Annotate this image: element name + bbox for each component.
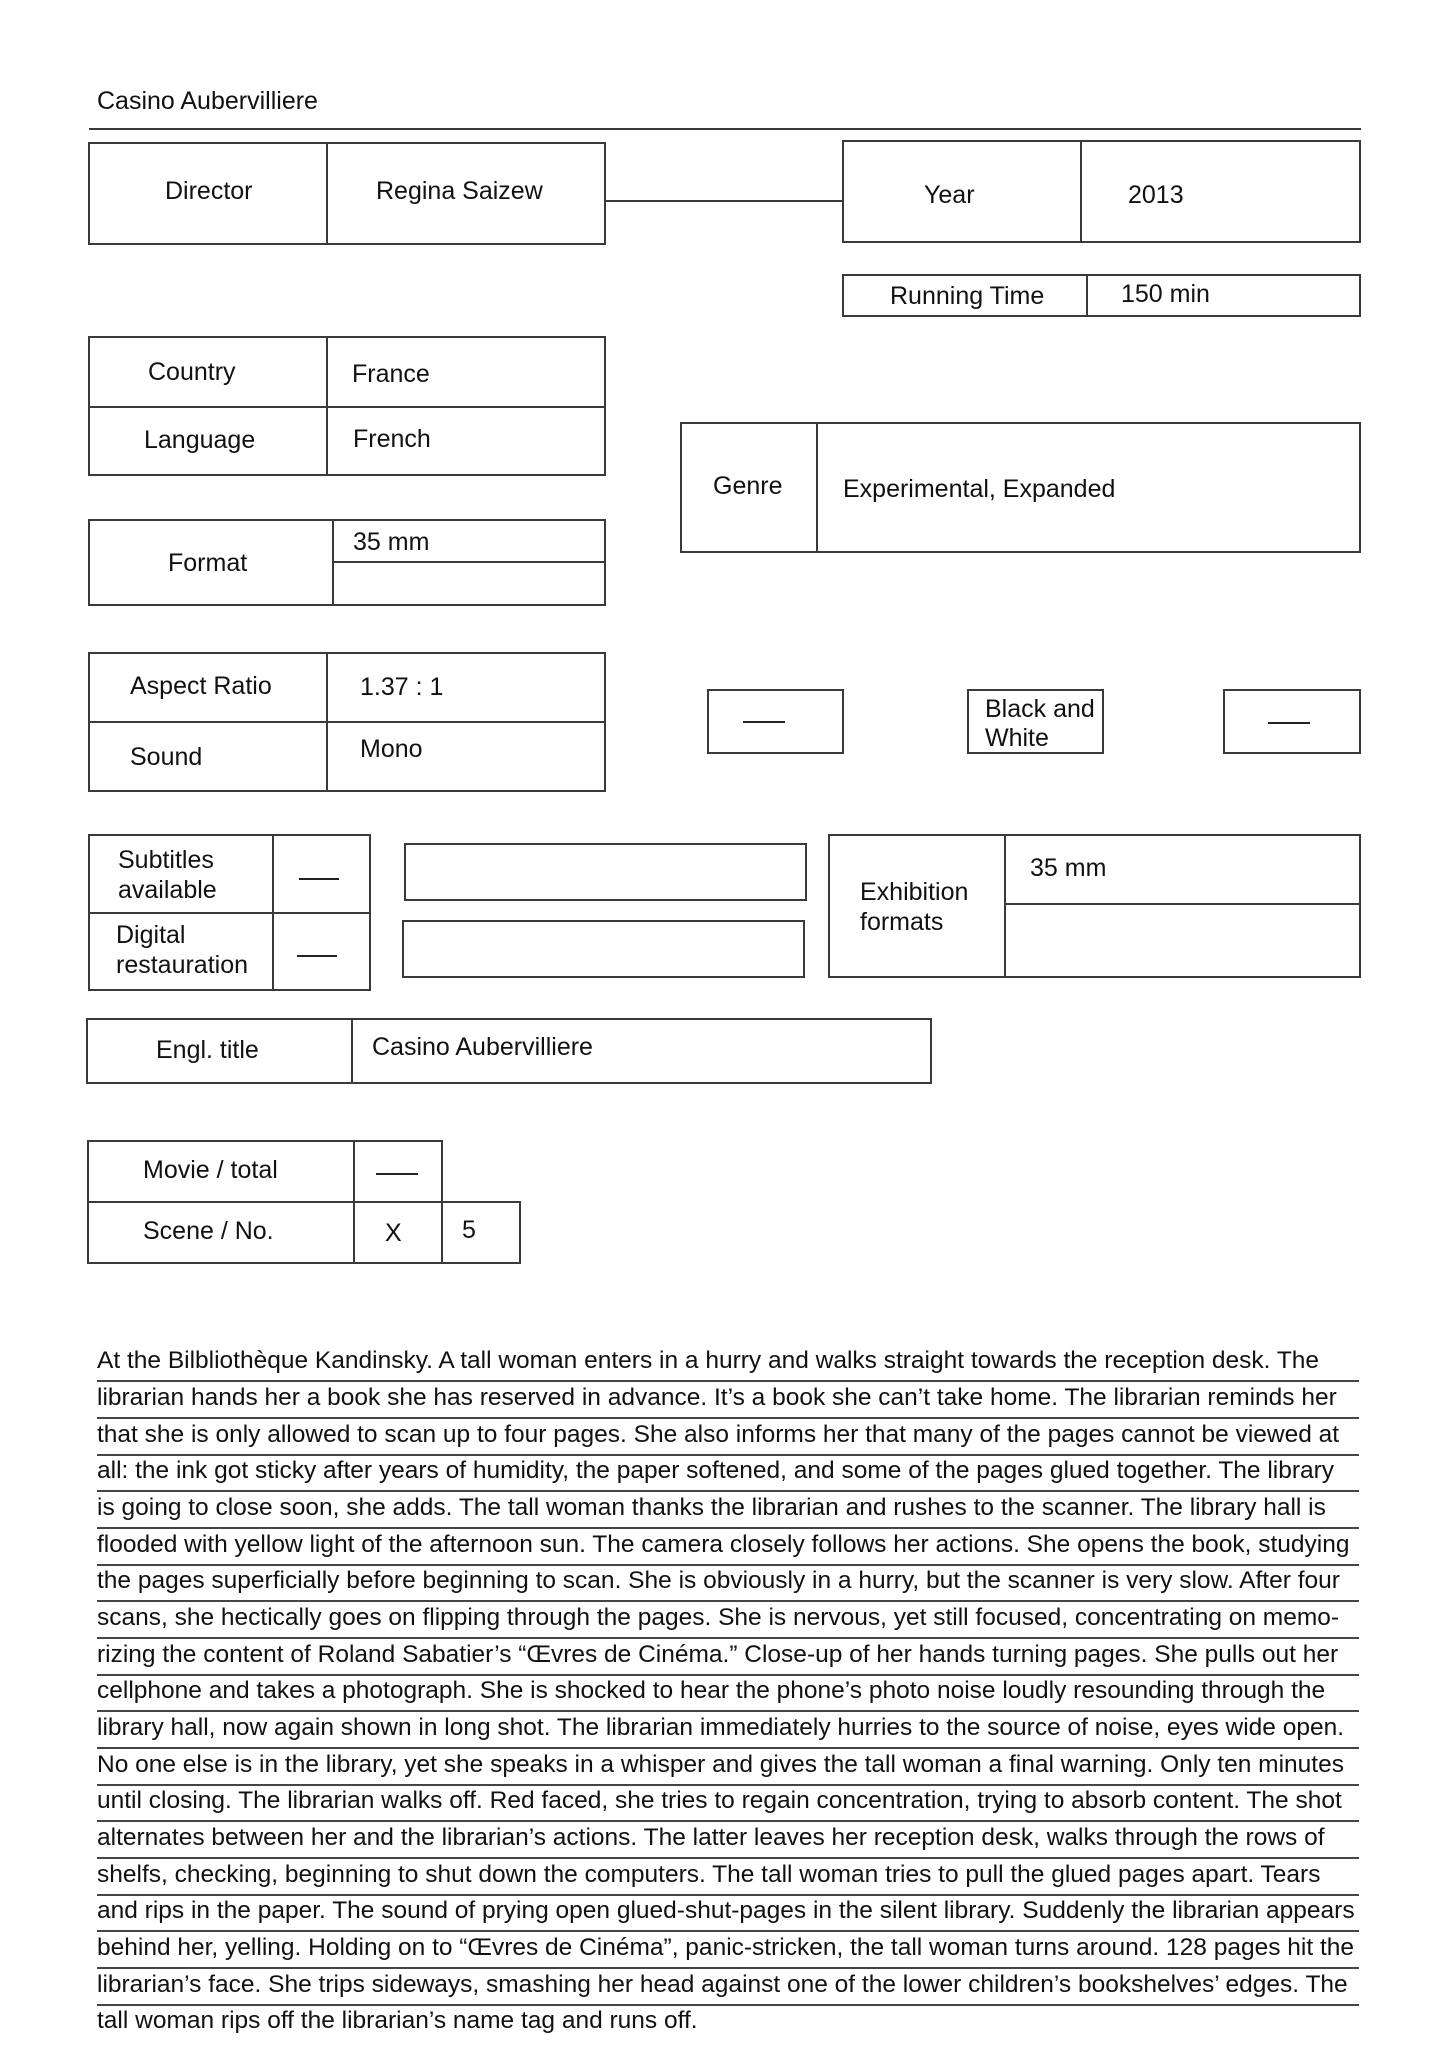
synopsis-line: is going to close soon, she adds. The tall woman thanks the librarian and rushes to the scanner. The library hall is — [97, 1490, 1359, 1529]
synopsis-line: behind her, yelling. Holding on to “Œvres de Cinéma”, panic-stricken, the tall woman turns around. 128 pages hit the — [97, 1930, 1359, 1969]
divider — [326, 142, 328, 245]
synopsis-line: until closing. The librarian walks off. Red faced, she tries to regain concentration, trying to absorb content. The shot — [97, 1783, 1359, 1822]
genre-label: Genre — [713, 472, 783, 500]
synopsis-line: tall woman rips off the librarian’s name tag and runs off. — [97, 2007, 698, 2034]
connector-line — [606, 200, 842, 202]
country-label: Country — [148, 358, 236, 386]
divider — [88, 912, 371, 914]
scene-number: 5 — [462, 1216, 476, 1244]
synopsis-line: alternates between her and the librarian’s actions. The latter leaves her reception desk, walks through the rows of — [97, 1820, 1359, 1859]
synopsis-line: cellphone and takes a photograph. She is shocked to hear the phone’s photo noise loudly resounding through the — [97, 1673, 1359, 1712]
format-label: Format — [168, 549, 248, 577]
director-value: Regina Saizew — [376, 177, 543, 205]
synopsis-line: all: the ink got sticky after years of humidity, the paper softened, and some of the pages glued together. The library — [97, 1453, 1359, 1492]
divider — [351, 1018, 353, 1084]
sound-value: Mono — [360, 735, 423, 763]
language-label: Language — [144, 426, 256, 454]
language-value: French — [353, 425, 431, 453]
english-title-label: Engl. title — [156, 1036, 259, 1064]
synopsis-line: shelfs, checking, beginning to shut down the computers. The tall woman tries to pull the glued pages apart. Tears — [97, 1857, 1359, 1896]
aspect-ratio-value: 1.37 : 1 — [360, 673, 444, 701]
divider — [332, 561, 606, 563]
movie-total-label: Movie / total — [143, 1156, 278, 1184]
synopsis-line: At the Bilbliothèque Kandinsky. A tall woman enters in a hurry and walks straight towards the reception desk. The — [97, 1343, 1359, 1382]
running-time-value: 150 min — [1121, 280, 1210, 308]
empty-dash — [299, 878, 339, 880]
empty-box — [402, 920, 805, 978]
aspect-ratio-label: Aspect Ratio — [130, 672, 272, 700]
synopsis-line: librarian hands her a book she has reserved in advance. It’s a book she can’t take home. The librarian reminds her — [97, 1380, 1359, 1419]
exhibition-label-line2: formats — [860, 908, 944, 936]
scene-no-label: Scene / No. — [143, 1217, 274, 1245]
english-title-value: Casino Aubervilliere — [372, 1033, 593, 1061]
country-value: France — [352, 360, 430, 388]
exhibition-label-line1: Exhibition — [860, 878, 969, 906]
genre-value: Experimental, Expanded — [843, 475, 1116, 503]
synopsis-line: library hall, now again shown in long shot. The librarian immediately hurries to the source of noise, eyes wide open. — [97, 1710, 1359, 1749]
exhibition-value: 35 mm — [1030, 854, 1107, 882]
header-rule — [89, 128, 1361, 130]
year-field — [842, 140, 1361, 243]
synopsis-line: the pages superficially before beginning to scan. She is obviously in a hurry, but the scanner is very slow. After four — [97, 1563, 1359, 1602]
synopsis-line: librarian’s face. She trips sideways, smashing her head against one of the lower children’s bookshelves’ edges. The — [97, 1967, 1359, 2006]
divider — [1004, 903, 1361, 905]
color-selected-line: Black and White — [985, 695, 1095, 752]
restauration-label-line2: restauration — [116, 951, 249, 979]
empty-dash — [1268, 722, 1310, 724]
divider — [88, 406, 606, 408]
synopsis-line: scans, she hectically goes on flipping through the pages. She is nervous, yet still focused, concentrating on memo- — [97, 1600, 1359, 1639]
subtitles-label-line2: available — [118, 876, 217, 904]
empty-dash — [743, 721, 785, 723]
synopsis-line: flooded with yellow light of the afternoon sun. The camera closely follows her actions. She opens the book, studying — [97, 1527, 1359, 1566]
format-value: 35 mm — [353, 528, 430, 556]
synopsis-line: No one else is in the library, yet she speaks in a whisper and gives the tall woman a final warning. Only ten minutes — [97, 1747, 1359, 1786]
sound-label: Sound — [130, 743, 203, 771]
divider — [1004, 834, 1006, 978]
divider — [88, 721, 606, 723]
director-label: Director — [165, 177, 253, 205]
divider — [1080, 140, 1082, 243]
empty-box — [404, 843, 807, 901]
divider — [441, 1201, 443, 1264]
year-value: 2013 — [1128, 181, 1184, 209]
running-time-label: Running Time — [890, 282, 1045, 310]
divider — [816, 422, 818, 553]
year-label: Year — [924, 181, 975, 209]
document-title: Casino Aubervilliere — [97, 87, 318, 115]
synopsis-line: rizing the content of Roland Sabatier’s “Œvres de Cinéma.” Close-up of her hands turning pages. She pulls out her — [97, 1637, 1359, 1676]
divider — [1086, 274, 1088, 317]
restauration-label-line1: Digital — [116, 921, 186, 949]
scene-value: X — [385, 1219, 402, 1247]
empty-dash — [297, 955, 337, 957]
subtitles-label-line1: Subtitles — [118, 846, 214, 874]
synopsis-line: that she is only allowed to scan up to four pages. She also informs her that many of the pages cannot be viewed at — [97, 1417, 1359, 1456]
empty-dash — [376, 1173, 418, 1175]
synopsis-line: and rips in the paper. The sound of prying open glued-shut-pages in the silent library. Suddenly the librarian appears — [97, 1893, 1359, 1932]
